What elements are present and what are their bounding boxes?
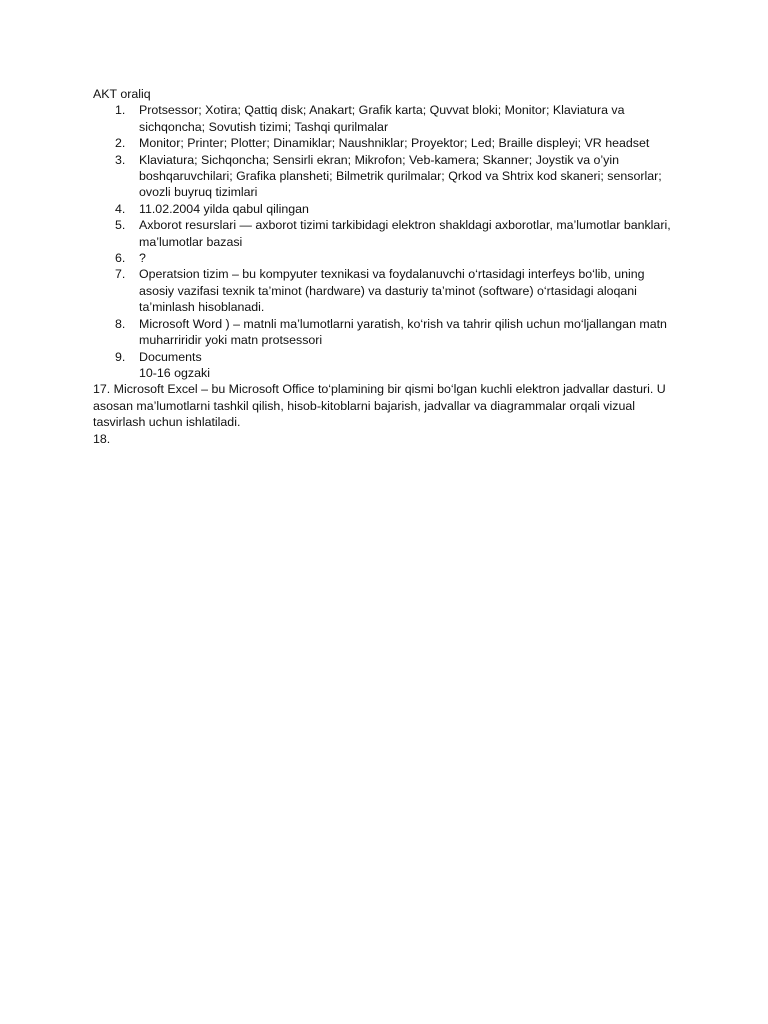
list-item [93,349,678,365]
paragraph: 17. Microsoft Excel – bu Microsoft Office to‘plamining bir qismi bo‘lgan kuchli elektron jadvallar dasturi. U asosan ma’lumotlarni tashkil qilish, hisob-kitoblarni bajarish, jadvallar va diagrammalar orqali vizual tasvirlash uchun ishlatiladi. [93,382,666,430]
list-number: 1. [115,103,126,118]
list-item [93,316,678,349]
paragraph: 18. [93,431,111,446]
document-title: AKT oraliq [93,87,151,101]
list-item-text: Klaviatura; Sichqoncha; Sensirli ekran; Mikrofon; Veb-kamera; Skanner; Joystik va o’yin boshqaruvchilari; Grafika plansheti; Bilmetrik qurilmalar; Qrkod va Shtrix kod skaneri; sensorlar; ovozli buyruq tizimlari [139,152,662,200]
list-number: 4. [115,201,126,216]
list-item [93,217,678,250]
list-number: 9. [115,349,126,364]
list-item-text: ? [139,251,146,266]
list-item-text: Monitor; Printer; Plotter; Dinamiklar; Naushniklar; Proyektor; Led; Braille displeyi; VR headset [139,136,650,151]
list-number: 6. [115,251,126,266]
list-item-text: Protsessor; Xotira; Qattiq disk; Anakart; Grafik karta; Quvvat bloki; Monitor; Klaviatura va sichqoncha; Sovutish tizimi; Tashqi qurilmalar [139,103,625,134]
list-number: 8. [115,316,126,331]
list-number: 2. [115,136,126,151]
note-line: 10-16 ogzaki [139,365,210,380]
list-item [93,102,678,135]
list-item-text: Microsoft Word ) – matnli ma’lumotlarni yaratish, ko‘rish va tahrir qilish uchun mo‘ljallangan matn muharriridir yoki matn protsessori [139,316,667,348]
document-page [93,86,678,447]
numbered-list [93,102,678,365]
list-item-text: Operatsion tizim – bu kompyuter texnikasi va foydalanuvchi o‘rtasidagi interfeys bo‘lib, uning asosiy vazifasi texnik ta’minot (hardware) va dasturiy ta’minot (software) o‘rtasidagi aloqani ta’minlash hisoblanadi. [139,267,645,315]
list-item-text: Documents [139,349,202,364]
list-item [93,250,678,266]
list-item [93,266,678,315]
list-item [93,152,678,201]
list-number: 5. [115,218,126,233]
list-item [93,135,678,151]
list-item [93,201,678,217]
list-number: 7. [115,267,126,282]
list-item-text: Axborot resurslari — axborot tizimi tarkibidagi elektron shakldagi axborotlar, ma’lumotlar banklari, ma’lumotlar bazasi [139,218,671,249]
list-item-text: 11.02.2004 yilda qabul qilingan [139,201,309,216]
list-number: 3. [115,152,126,167]
